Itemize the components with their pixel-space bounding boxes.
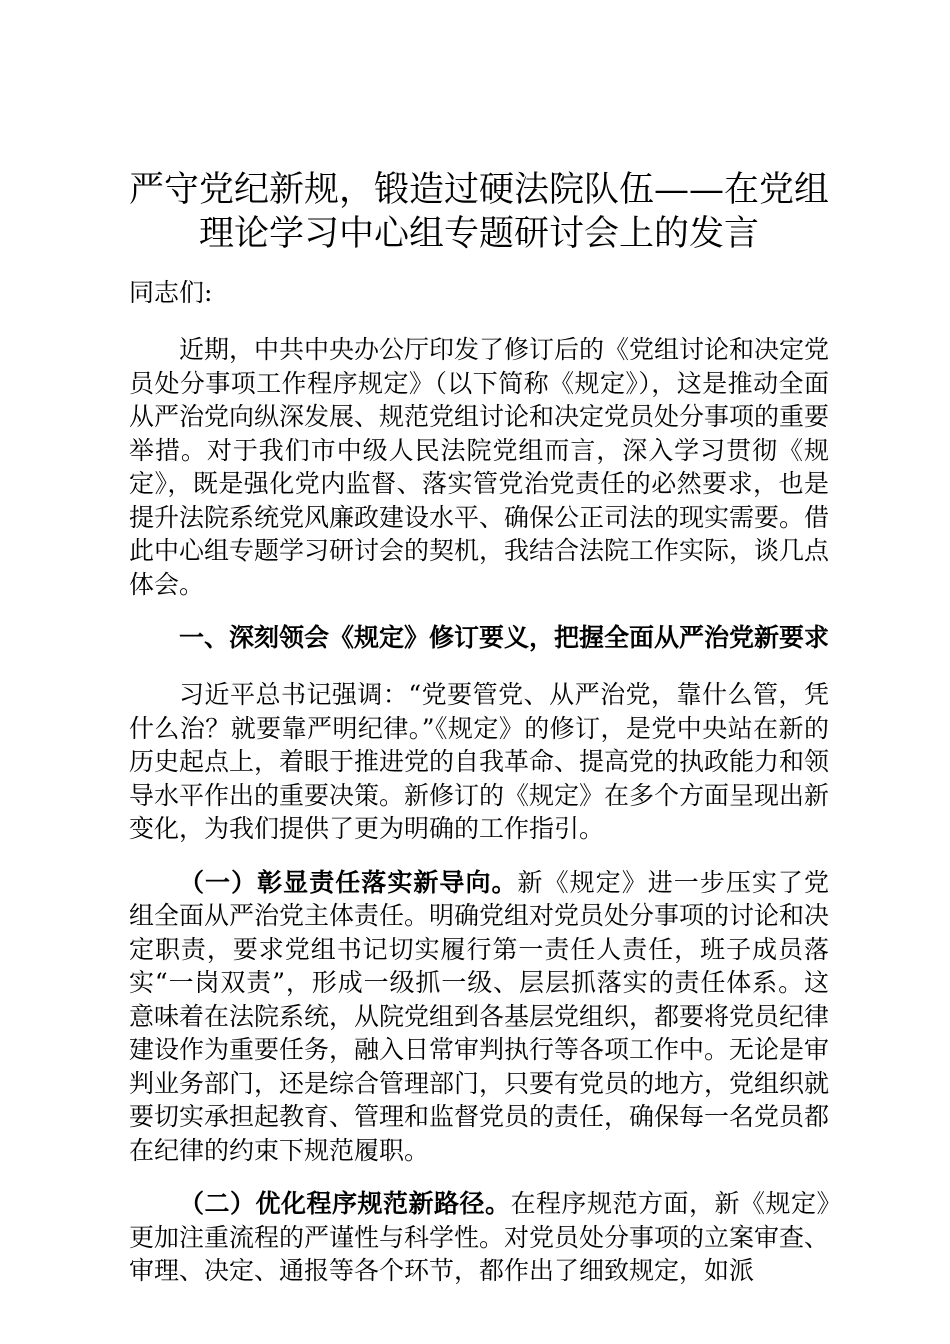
- intro-paragraph: 近期，中共中央办公厅印发了修订后的《党组讨论和决定党员处分事项工作程序规定》（以下简称《规定》），这是推动全面从严治党向纵深发展、规范党组讨论和决定党员处分事项的重要举措。对于我们市中级人民法院党组而言，深入学习贯彻《规定》，既是强化党内监督、落实管党治党责任的必然要求，也是提升法院系统党风廉政建设水平、确保公正司法的现实需要。借此中心组专题学习研讨会的契机，我结合法院工作实际，谈几点体会。: [129, 335, 830, 599]
- section-1-heading: 一、深刻领会《规定》修订要义，把握全面从严治党新要求: [179, 623, 830, 652]
- point-2-body: 在程序规范方面，新《规定》更加注重流程的严谨性与科学性。对党员处分事项的立案审查、审理、决定、通报等各个环节，都作出了细致规定，如派: [129, 1189, 830, 1285]
- point-1-paragraph: [129, 866, 829, 1168]
- document-title: [129, 168, 829, 256]
- title-line-2: 理论学习中心组专题研讨会上的发言: [198, 214, 759, 254]
- point-2-lead: （二）优化程序规范新路径。: [179, 1189, 511, 1218]
- point-2-paragraph: [129, 1187, 829, 1288]
- point-1-lead: （一）彰显责任落实新导向。: [179, 867, 518, 897]
- title-line-1: 严守党纪新规，锻造过硬法院队伍——在党组: [129, 170, 830, 210]
- section-1-paragraph: 习近平总书记强调：“党要管党、从严治党，靠什么管，凭什么治？就要靠严明纪律。”《规定》的修订，是党中央站在新的历史起点上，着眼于推进党的自我革命、提高党的执政能力和领导水平作出的重要决策。新修订的《规定》在多个方面呈现出新变化，为我们提供了更为明确的工作指引。: [129, 680, 830, 843]
- point-1-body: 新《规定》进一步压实了党组全面从严治党主体责任。明确党组对党员处分事项的讨论和决定职责，要求党组书记切实履行第一责任人责任，班子成员落实“一岗双责”，形成一级抓一级、层层抓落实的责任体系。这意味着在法院系统，从院党组到各基层党组织，都要将党员纪律建设作为重要任务，融入日常审判执行等各项工作中。无论是审判业务部门，还是综合管理部门，只要有党员的地方，党组织就要切实承担起教育、管理和监督党员的责任，确保每一名党员都在纪律的约束下规范履职。: [129, 867, 830, 1165]
- document-body: [129, 168, 829, 1308]
- salutation: 同志们:: [129, 278, 213, 307]
